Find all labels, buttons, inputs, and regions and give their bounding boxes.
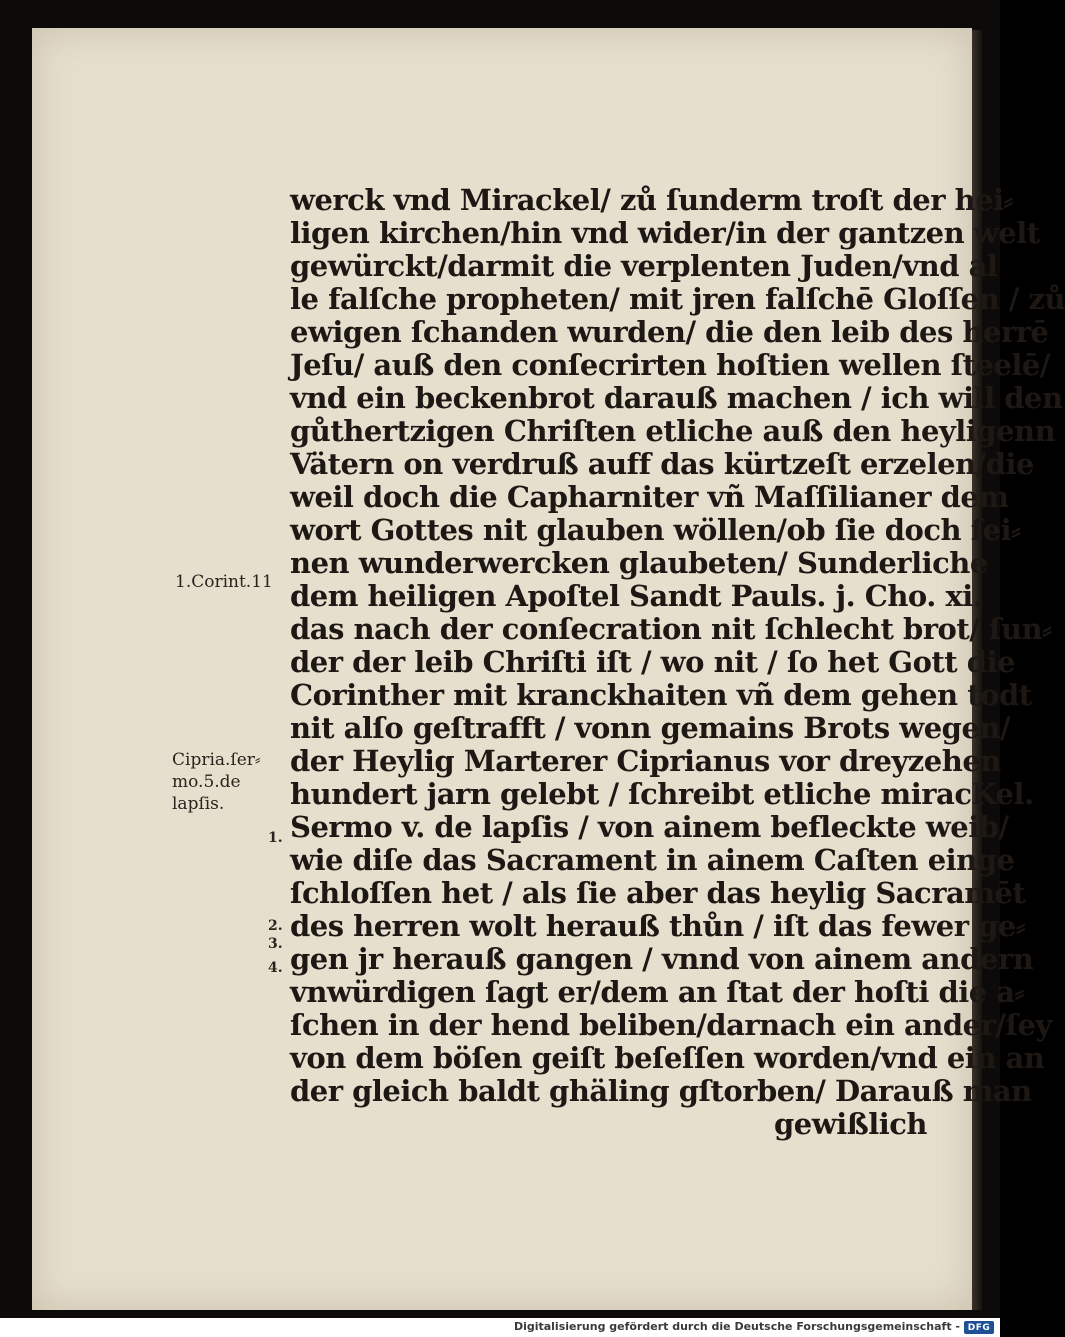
text-line: dem heiligen Apoſtel Sandt Pauls. j. Cho. xi. bbox=[290, 579, 983, 613]
text-line: gewürckt/darmit die verplenten Juden/vnd al bbox=[290, 249, 998, 283]
text-line: Vätern on verdruß auff das kürtzeſt erzelen/die bbox=[290, 447, 1034, 481]
margin-number: 2. bbox=[268, 918, 283, 934]
text-line: ſchloſſen het / als ſie aber das heylig Sacramēt bbox=[290, 876, 1026, 910]
text-line: nen wunderwercken glaubeten/ Sunderliche bbox=[290, 546, 988, 580]
text-line: ewigen ſchanden wurden/ die den leib des herrē bbox=[290, 315, 1049, 349]
text-line: Sermo v. de lapſis / von ainem befleckte weib/ bbox=[290, 810, 1009, 844]
body-text bbox=[32, 28, 1065, 1310]
text-line: von dem böſen geiſt beſeſſen worden/vnd ein an bbox=[290, 1041, 1045, 1075]
catchword: gewißlich bbox=[774, 1107, 928, 1141]
text-line: wort Gottes nit glauben wöllen/ob ſie doch ſei⸗ bbox=[290, 513, 1021, 547]
book-page bbox=[32, 28, 1065, 1310]
margin-note-corinthians: 1.Corint.11 bbox=[175, 572, 273, 592]
text-line: nit alſo geſtrafft / vonn gemains Brots wegen/ bbox=[290, 711, 1011, 745]
text-line: des herren wolt herauß thůn / iſt das fewer ge⸗ bbox=[290, 909, 1026, 943]
margin-number: 1. bbox=[268, 830, 283, 846]
text-line: der gleich baldt ghäling gſtorben/ Darauß man bbox=[290, 1074, 1032, 1108]
text-line: Corinther mit kranckhaiten vñ dem gehen todt bbox=[290, 678, 1032, 712]
text-line: Jeſu/ auß den conſecrirten hoſtien wellen ſteelē/ bbox=[290, 348, 1050, 382]
text-line: werck vnd Mirackel/ zů ſunderm troſt der hei⸗ bbox=[290, 183, 1013, 217]
margin-number: 4. bbox=[268, 960, 283, 976]
text-line: weil doch die Capharniter vñ Maſſilianer dem bbox=[290, 480, 1009, 514]
text-line: wie diſe das Sacrament in ainem Caſten einge bbox=[290, 843, 1015, 877]
text-line: gen jr herauß gangen / vnnd von ainem andern bbox=[290, 942, 1034, 976]
dfg-logo[interactable]: DFG bbox=[964, 1321, 994, 1334]
funding-credit: Digitalisierung gefördert durch die Deutsche Forschungsgemeinschaft - bbox=[513, 1320, 960, 1333]
margin-note-cyprian: Cipria.ſer⸗ bbox=[172, 750, 261, 770]
text-line: der Heylig Marterer Ciprianus vor dreyzehen bbox=[290, 744, 1001, 778]
text-line: ligen kirchen/hin vnd wider/in der gantzen welt bbox=[290, 216, 1040, 250]
footer-bar bbox=[0, 1318, 1000, 1337]
margin-note-cyprian: mo.5.de bbox=[172, 772, 241, 792]
text-line: ſchen in der hend beliben/darnach ein ander/ſey bbox=[290, 1008, 1052, 1042]
text-line: gůthertzigen Chriſten etliche auß den heyligenn bbox=[290, 414, 1056, 448]
text-line: der der leib Chriſti iſt / wo nit / ſo het Gott die bbox=[290, 645, 1016, 679]
margin-note-cyprian: lapſis. bbox=[172, 794, 225, 814]
text-line: le falſche propheten/ mit jren falſchē Gloſſen / zů bbox=[290, 282, 1065, 316]
text-line: das nach der conſecration nit ſchlecht brot/ ſun⸗ bbox=[290, 612, 1052, 646]
margin-number: 3. bbox=[268, 936, 283, 952]
text-line: hundert jarn gelebt / ſchreibt etliche miracKel. bbox=[290, 777, 1034, 811]
text-line: vnd ein beckenbrot darauß machen / ich will den bbox=[290, 381, 1063, 415]
text-line: vnwürdigen ſagt er/dem an ſtat der hoſti die a⸗ bbox=[290, 975, 1024, 1009]
